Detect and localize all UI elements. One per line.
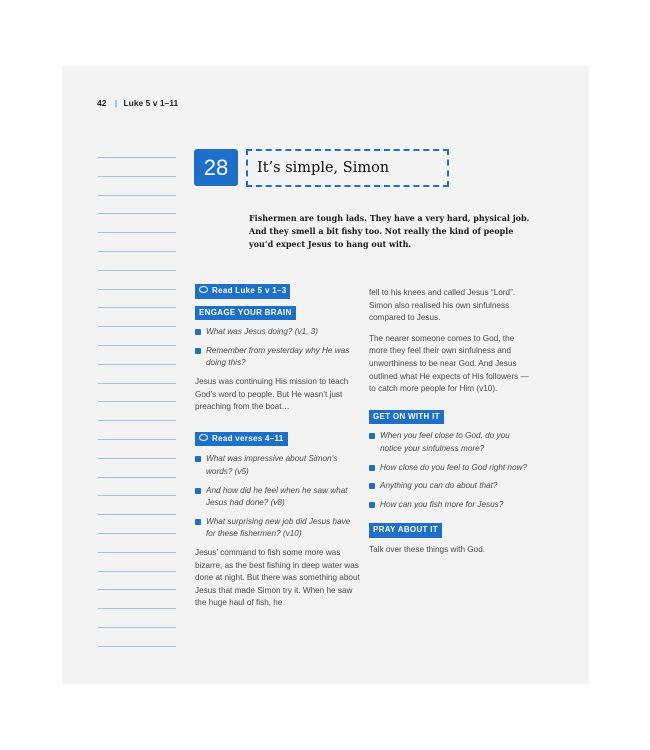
question-item: Remember from yesterday why He was doing this? [195, 345, 361, 370]
eye-icon [199, 286, 208, 293]
notes-line [98, 477, 176, 478]
question-item: How close do you feel to God right now? [369, 462, 531, 475]
day-number: 28 [194, 149, 238, 186]
notes-line [98, 514, 176, 515]
notes-line [98, 326, 176, 327]
body-paragraph: fell to his knees and called Jesus “Lord”. Simon also realised his own sinfulness compared to Jesus. [369, 288, 516, 323]
notes-line [98, 364, 176, 365]
notes-lines [98, 157, 176, 665]
pray-heading: PRAY ABOUT IT [369, 523, 442, 538]
question-item: What surprising new job did Jesus have for these fishermen? (v10) [195, 516, 361, 541]
passage-reference: Luke 5 v 1–11 [123, 98, 179, 108]
notes-line [98, 495, 176, 496]
notes-line [98, 157, 176, 158]
body-paragraph: The nearer someone comes to God, the more they feel their own sinfulness and unworthiness to be near God. And Jesus outlined what He expects of His followers — to catch more people for Him (v10). [369, 333, 529, 394]
running-head [97, 98, 178, 108]
notes-line [98, 176, 176, 177]
notes-line [98, 251, 176, 252]
body-paragraph: Jesus was continuing His mission to teach God’s word to people. But He wasn’t just preaching from the boat… [195, 376, 349, 412]
notes-line [98, 627, 176, 628]
read-heading-1 [195, 284, 290, 299]
read-heading-2 [195, 432, 288, 447]
notes-line [98, 270, 176, 271]
eye-icon [199, 434, 208, 441]
question-item: Anything you can do about that? [369, 480, 531, 493]
notes-line [98, 608, 176, 609]
page-number: 42 [97, 98, 107, 108]
read-heading-1-label: Read Luke 5 v 1–3 [212, 286, 287, 295]
question-item: When you feel close to God, do you notice your sinfulness more? [369, 430, 531, 455]
notes-line [98, 401, 176, 402]
notes-line [98, 552, 176, 553]
header-separator: | [114, 98, 118, 108]
right-column [369, 287, 531, 565]
notes-line [98, 571, 176, 572]
notes-line [98, 533, 176, 534]
notes-line [98, 232, 176, 233]
body-paragraph: Jesus’ command to fish some more was bizarre, as the best fishing in deep water was done at night. But there was something about Jesus that made Simon try it. When he saw the huge haul of fish, he [195, 547, 360, 608]
notes-line [98, 195, 176, 196]
notes-line [98, 289, 176, 290]
get-on-heading: GET ON WITH IT [369, 410, 444, 425]
question-item: What was Jesus doing? (v1, 3) [195, 326, 361, 339]
notes-line [98, 439, 176, 440]
notes-line [98, 383, 176, 384]
pray-text: Talk over these things with God. [369, 544, 486, 554]
engage-heading: ENGAGE YOUR BRAIN [195, 306, 296, 321]
notes-line [98, 213, 176, 214]
notes-line [98, 458, 176, 459]
question-item: What was impressive about Simon’s words? (v5) [195, 453, 361, 478]
notes-line [98, 307, 176, 308]
intro-text: Fishermen are tough lads. They have a very hard, physical job. And they smell a bit fishy too. Not really the kind of people you’d expect Jesus to hang out with. [249, 213, 530, 249]
question-item: And how did he feel when he saw what Jesus had done? (v8) [195, 485, 361, 510]
question-item: How can you fish more for Jesus? [369, 499, 531, 512]
notes-line [98, 646, 176, 647]
notes-line [98, 589, 176, 590]
read-heading-2-label: Read verses 4–11 [212, 433, 284, 443]
notes-line [98, 420, 176, 421]
left-column [195, 284, 361, 618]
day-title: It’s simple, Simon [246, 149, 449, 187]
notes-line [98, 345, 176, 346]
